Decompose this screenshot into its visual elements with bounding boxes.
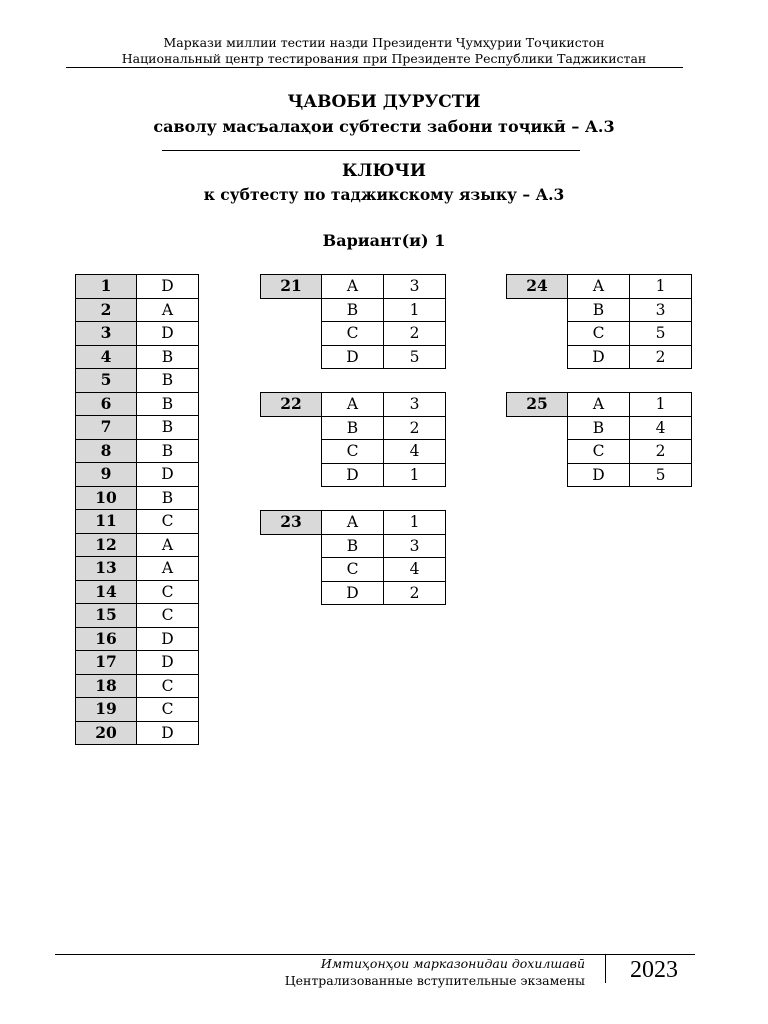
answer-cell: A [137, 298, 199, 322]
matching-table-23 [260, 510, 446, 605]
match-value: 3 [384, 393, 446, 417]
empty-cell [261, 298, 322, 322]
option-letter: B [322, 534, 384, 558]
question-number: 22 [261, 393, 322, 417]
variant-label: Вариант(и) 1 [322, 231, 446, 250]
answer-cell: B [137, 439, 199, 463]
header-line-tj: Маркази миллии тестии назди Президенти Ҷумҳурии Тоҷикистон [163, 35, 605, 50]
option-letter: A [322, 393, 384, 417]
empty-cell [261, 416, 322, 440]
header-rule [66, 67, 683, 68]
match-value: 1 [630, 393, 692, 417]
option-letter: D [568, 463, 630, 487]
table-row [261, 322, 446, 346]
question-number: 23 [261, 511, 322, 535]
question-number: 7 [76, 416, 137, 440]
table-row [507, 440, 692, 464]
table-row [261, 345, 446, 369]
option-letter: A [322, 511, 384, 535]
question-number: 21 [261, 275, 322, 299]
option-letter: A [322, 275, 384, 299]
empty-cell [507, 322, 568, 346]
question-number: 18 [76, 674, 137, 698]
answer-cell: A [137, 533, 199, 557]
match-value: 5 [630, 322, 692, 346]
answer-cell: B [137, 369, 199, 393]
question-number: 8 [76, 439, 137, 463]
answer-cell: B [137, 345, 199, 369]
table-row [261, 581, 446, 605]
table-row [507, 416, 692, 440]
option-letter: C [568, 322, 630, 346]
match-value: 2 [384, 581, 446, 605]
empty-cell [261, 463, 322, 487]
question-number: 19 [76, 698, 137, 722]
option-letter: A [568, 275, 630, 299]
answer-cell: D [137, 651, 199, 675]
table-row [507, 298, 692, 322]
option-letter: A [568, 393, 630, 417]
subtitle-tj: саволу масъалаҳои субтести забони тоҷикӣ – А.3 [153, 117, 615, 136]
table-row [76, 416, 199, 440]
option-letter: D [322, 581, 384, 605]
match-value: 2 [384, 322, 446, 346]
table-row [261, 511, 446, 535]
table-row [507, 322, 692, 346]
question-number: 12 [76, 533, 137, 557]
answer-cell: D [137, 322, 199, 346]
option-letter: B [322, 298, 384, 322]
title-tj: ҶАВОБИ ДУРУСТИ [287, 92, 481, 112]
question-number: 6 [76, 392, 137, 416]
question-number: 9 [76, 463, 137, 487]
answer-cell: C [137, 580, 199, 604]
table-row [76, 604, 199, 628]
table-row [76, 369, 199, 393]
question-number: 13 [76, 557, 137, 581]
match-value: 3 [384, 275, 446, 299]
table-row [76, 533, 199, 557]
match-value: 1 [384, 298, 446, 322]
question-number: 25 [507, 393, 568, 417]
table-row [76, 721, 199, 745]
table-row [76, 651, 199, 675]
answer-cell: B [137, 392, 199, 416]
question-number: 16 [76, 627, 137, 651]
empty-cell [507, 298, 568, 322]
table-row [76, 580, 199, 604]
option-letter: B [568, 298, 630, 322]
match-value: 2 [630, 345, 692, 369]
matching-table-22 [260, 392, 446, 487]
table-row [76, 486, 199, 510]
question-number: 3 [76, 322, 137, 346]
match-value: 1 [384, 463, 446, 487]
footer-year: 2023 [630, 957, 678, 983]
subtitle-ru: к субтесту по таджикскому языку – А.3 [203, 185, 565, 204]
empty-cell [261, 558, 322, 582]
table-row [261, 463, 446, 487]
table-row [261, 416, 446, 440]
table-row [507, 345, 692, 369]
option-letter: B [322, 416, 384, 440]
match-value: 4 [384, 558, 446, 582]
empty-cell [507, 345, 568, 369]
matching-table-24 [506, 274, 692, 369]
matching-table-25 [506, 392, 692, 487]
footer-rule [55, 954, 695, 955]
answer-cell: D [137, 721, 199, 745]
match-value: 2 [630, 440, 692, 464]
footer-separator [605, 955, 606, 983]
question-number: 17 [76, 651, 137, 675]
empty-cell [507, 463, 568, 487]
match-value: 4 [630, 416, 692, 440]
table-row [261, 393, 446, 417]
option-letter: C [322, 558, 384, 582]
table-row [261, 534, 446, 558]
option-letter: C [322, 440, 384, 464]
empty-cell [507, 416, 568, 440]
match-value: 4 [384, 440, 446, 464]
answer-cell: A [137, 557, 199, 581]
question-number: 10 [76, 486, 137, 510]
answer-cell: C [137, 604, 199, 628]
match-value: 5 [630, 463, 692, 487]
answer-cell: C [137, 510, 199, 534]
match-value: 5 [384, 345, 446, 369]
match-value: 1 [630, 275, 692, 299]
option-letter: C [568, 440, 630, 464]
table-row [507, 393, 692, 417]
answer-cell: C [137, 698, 199, 722]
option-letter: C [322, 322, 384, 346]
answer-cell: C [137, 674, 199, 698]
title-ru: КЛЮЧИ [342, 161, 426, 181]
table-row [507, 275, 692, 299]
option-letter: B [568, 416, 630, 440]
option-letter: D [568, 345, 630, 369]
table-row [261, 275, 446, 299]
table-row [261, 558, 446, 582]
table-row [76, 698, 199, 722]
question-number: 20 [76, 721, 137, 745]
table-row [76, 557, 199, 581]
table-row [76, 463, 199, 487]
answer-cell: B [137, 486, 199, 510]
answer-key-table [75, 274, 199, 745]
question-number: 2 [76, 298, 137, 322]
match-value: 3 [384, 534, 446, 558]
table-row [76, 510, 199, 534]
answer-cell: D [137, 463, 199, 487]
footer-line-tj: Имтиҳонҳои марказонидаи дохилшавӣ [320, 956, 585, 971]
answer-cell: D [137, 627, 199, 651]
table-row [76, 298, 199, 322]
empty-cell [261, 322, 322, 346]
table-row [507, 463, 692, 487]
table-row [76, 275, 199, 299]
table-row [261, 440, 446, 464]
title-divider [162, 150, 580, 151]
question-number: 4 [76, 345, 137, 369]
question-number: 24 [507, 275, 568, 299]
empty-cell [261, 534, 322, 558]
table-row [261, 298, 446, 322]
question-number: 14 [76, 580, 137, 604]
table-row [76, 439, 199, 463]
header-line-ru: Национальный центр тестирования при Президенте Республики Таджикистан [121, 51, 647, 66]
match-value: 3 [630, 298, 692, 322]
question-number: 11 [76, 510, 137, 534]
answer-cell: D [137, 275, 199, 299]
empty-cell [261, 581, 322, 605]
table-row [76, 322, 199, 346]
table-row [76, 345, 199, 369]
matching-table-21 [260, 274, 446, 369]
table-row [76, 674, 199, 698]
empty-cell [261, 345, 322, 369]
option-letter: D [322, 463, 384, 487]
match-value: 2 [384, 416, 446, 440]
match-value: 1 [384, 511, 446, 535]
table-row [76, 392, 199, 416]
footer-line-ru: Централизованные вступительные экзамены [284, 973, 585, 988]
empty-cell [507, 440, 568, 464]
empty-cell [261, 440, 322, 464]
table-row [76, 627, 199, 651]
option-letter: D [322, 345, 384, 369]
answer-cell: B [137, 416, 199, 440]
question-number: 5 [76, 369, 137, 393]
question-number: 15 [76, 604, 137, 628]
question-number: 1 [76, 275, 137, 299]
